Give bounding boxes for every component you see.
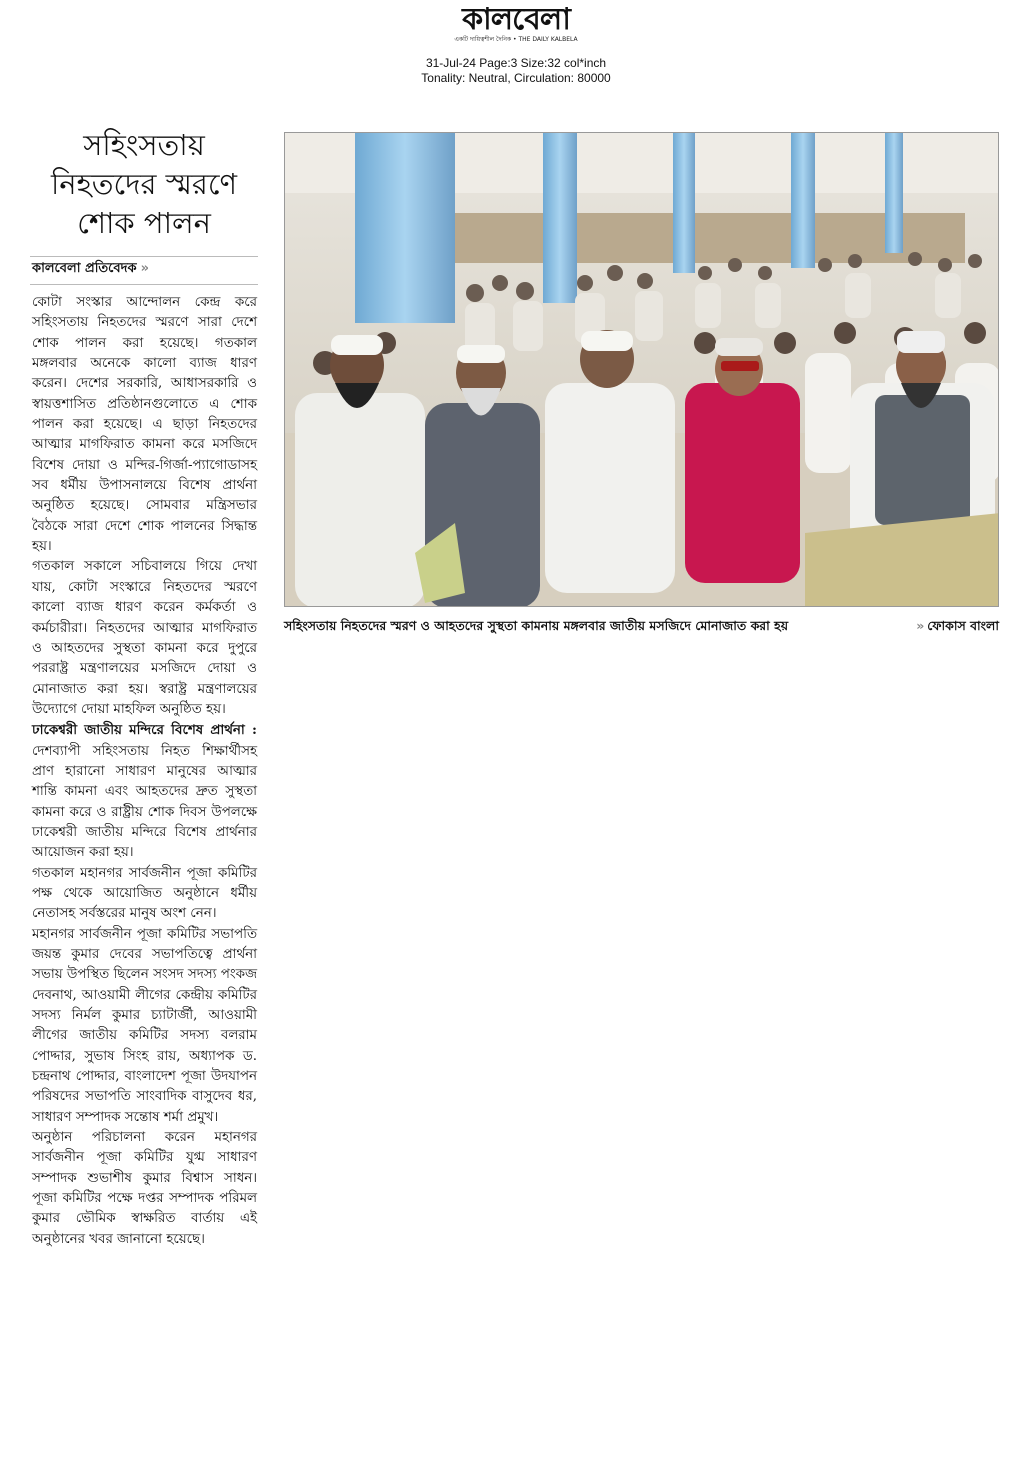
headline-line: সহিংসতায় [83,128,205,162]
photo-credit [916,617,999,635]
article-paragraph-with-subhead [32,720,257,863]
photo-caption: সহিংসতায় নিহতদের স্মরণ ও আহতদের সুস্থতা কামনায় মঙ্গলবার জাতীয় মসজিদে মোনাজাত করা হয় [284,618,789,633]
article-subhead: ঢাকেশ্বরী জাতীয় মন্দিরে বিশেষ প্রার্থনা : [32,722,257,739]
byline-top-rule [30,256,258,257]
article-body [32,293,257,1250]
clip-meta-tonality: Tonality: Neutral, Circulation: 80000 [421,71,611,85]
clip-meta-date-page: 31-Jul-24 Page:3 Size:32 col*inch [425,56,607,70]
newspaper-tagline: একটি দায়িত্বশীল দৈনিক • THE DAILY KALBELA [454,36,578,43]
news-photo [284,132,999,607]
mosque-prayer-photo [285,133,999,607]
headline-line: শোক পালন [77,206,211,240]
byline-text: কালবেলা প্রতিবেদক [32,261,137,276]
photo-credit-text: ফোকাস বাংলা [927,618,999,633]
article-paragraph: গতকাল সকালে সচিবালয়ে গিয়ে দেখা যায়, কোটা সংস্কারে নিহতদের স্মরণে কালো ব্যাজ ধারণ করেন কর্মকর্তা ও কর্মচারীরা। নিহতদের আত্মার মাগফিরাত ও আহতদের সুস্থতা কামনা করে দুপুরে পররাষ্ট্র মন্ত্রণালয়ের মসজিদে দোয়া ও মোনাজাত করা হয়। স্বরাষ্ট্র মন্ত্রণালয়ের উদ্যোগে দোয়া মাহফিল অনুষ্ঠিত হয়। [32,559,257,717]
byline [32,260,149,278]
headline-line: নিহতদের স্মরণে [50,167,238,201]
article-headline [30,126,258,243]
byline-arrow-icon: » [140,261,149,276]
byline-bottom-rule [30,284,258,285]
masthead [0,4,1032,86]
article-paragraph: গতকাল মহানগর সার্বজনীন পূজা কমিটির পক্ষ থেকে আয়োজিত অনুষ্ঠানে ধর্মীয় নেতাসহ সর্বস্তরের মানুষ অংশ নেন। [32,865,257,922]
article-paragraph: অনুষ্ঠান পরিচালনা করেন মহানগর সার্বজনীন পূজা কমিটির যুগ্ম সাধারণ সম্পাদক শুভাশীষ কুমার বিশ্বাস সাধন। পূজা কমিটির পক্ষে দপ্তর সম্পাদক পরিমল কুমার ভৌমিক স্বাক্ষরিত বার্তায় এই অনুষ্ঠানের খবর জানানো হয়েছে। [32,1130,257,1247]
article-paragraph: মহানগর সার্বজনীন পূজা কমিটির সভাপতি জয়ন্ত কুমার দেবের সভাপতিত্বে প্রার্থনা সভায় উপস্থিত ছিলেন সংসদ সদস্য পংকজ দেবনাথ, আওয়ামী লীগের কেন্দ্রীয় কমিটির সদস্য নির্মল কুমার চ্যাটার্জী, আওয়ামী লীগের জাতীয় কমিটির সদস্য বলরাম পোদ্দার, সুভাষ সিংহ রায়, অধ্যাপক ড. চন্দ্রনাথ পোদ্দার, বাংলাদেশ পূজা উদযাপন পরিষদের সভাপতি সাংবাদিক বাসুদেব ধর, সাধারণ সম্পাদক সন্তোষ শর্মা প্রমুখ। [32,926,257,1125]
credit-arrow-icon: » [916,618,925,633]
article-paragraph: কোটা সংস্কার আন্দোলন কেন্দ্র করে সহিংসতায় নিহতদের স্মরণে সারা দেশে শোক পালন করা হয়েছে। গতকাল মঙ্গলবার অনেকে কালো ব্যাজ ধারণ করেন। দেশের সরকারি, আধাসরকারি ও স্বায়ত্তশাসিত প্রতিষ্ঠানগুলোতে এ শোক পালন করা হয়েছে। এ ছাড়া নিহতদের আত্মার মাগফিরাত কামনা করে মসজিদে বিশেষ দোয়া ও মন্দির-গির্জা-প্যাগোডাসহ সব ধর্মীয় উপাসনালয়ে বিশেষ প্রার্থনা অনুষ্ঠিত হয়েছে। সোমবার মন্ত্রিসভার বৈঠকে সারা দেশে শোক পালনের সিদ্ধান্ত হয়। [32,295,257,555]
article-paragraph-text: দেশব্যাপী সহিংসতায় নিহত শিক্ষার্থীসহ প্রাণ হারানো সাধারণ মানুষের আত্মার শান্তি কামনা এবং আহতদের দ্রুত সুস্থতা কামনা করে ও রাষ্ট্রীয় শোক দিবস উপলক্ষে ঢাকেশ্বরী জাতীয় মন্দিরে বিশেষ প্রার্থনার আয়োজন করা হয়। [32,743,257,861]
photo-caption-row [284,617,999,635]
newspaper-logo: কালবেলা [462,2,570,37]
